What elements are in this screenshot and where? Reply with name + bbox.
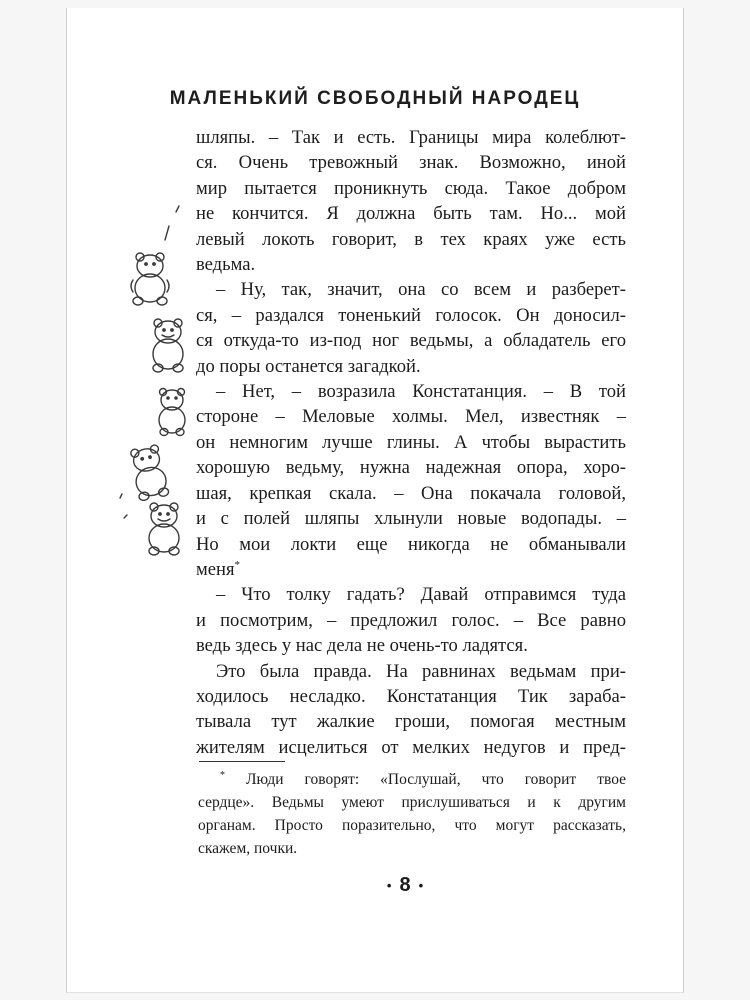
text-line (196, 404, 626, 429)
text-line (196, 379, 626, 404)
text-line-content: стороне – Меловые холмы. Мел, известняк – (196, 406, 626, 428)
text-line-content: – Нет, – возразила Констатанция. – В той (216, 381, 626, 403)
text-line (196, 633, 626, 658)
text-line-content: левый локоть говорит, в тех краях уже есть (196, 228, 626, 250)
text-line (196, 150, 626, 175)
text-line-content: шляпы. – Так и есть. Границы мира колеблют- (196, 127, 626, 148)
footnote-line (198, 837, 626, 860)
footnote-line-content: органам. Просто поразительно, что могут рассказать, (198, 817, 626, 834)
text-line-content: меня (196, 558, 235, 580)
text-line (196, 176, 626, 201)
footnote-line-content: скажем, почки. (198, 840, 298, 857)
text-line-content: тывала тут жалкие гроши, помогая местным (196, 711, 626, 733)
text-line-content: он немногим лучше глины. А чтобы вырастить (196, 431, 626, 453)
text-line-content: ся, – раздался тоненький голосок. Он доносил- (196, 304, 626, 326)
running-head: МАЛЕНЬКИЙ СВОБОДНЫЙ НАРОДЕЦ (169, 88, 581, 109)
page-number (0, 874, 750, 897)
text-line (196, 709, 626, 734)
text-line (196, 735, 626, 760)
text-line (196, 227, 626, 252)
text-line-content: хорошую ведьму, нужна надежная опора, хоро- (196, 457, 626, 479)
text-line (196, 481, 626, 506)
text-line-content: ся откуда-то из-под ног ведьмы, а обладатель его (196, 330, 626, 352)
text-line (196, 659, 626, 684)
text-line-content: Это была правда. На равнинах ведьмам при- (216, 660, 626, 682)
text-line (196, 125, 626, 150)
text-line (196, 582, 626, 607)
footnote-line-content: сердце». Ведьмы умеют прислушиваться и к другим (198, 794, 626, 811)
text-line-content: ведь здесь у нас дела не очень-то ладятся. (196, 635, 528, 657)
text-line (196, 608, 626, 633)
text-line-content: и с полей шляпы хлынули новые водопады. – (196, 508, 626, 530)
text-line (196, 277, 626, 302)
text-line-content: Но мои локти еще никогда не обманывали (196, 533, 626, 555)
footnote-line (198, 814, 626, 837)
footnote-line (198, 791, 626, 814)
footnote (198, 768, 626, 860)
text-line (196, 506, 626, 531)
text-line-content: ходилось несладко. Констатанция Тик зараба- (196, 685, 626, 707)
text-line-content: мир пытается проникнуть сюда. Такое добром (196, 177, 626, 199)
text-line-content: шая, крепкая скала. – Она покачала головой, (196, 482, 626, 504)
text-line (196, 455, 626, 480)
text-line-content: – Что толку гадать? Давай отправимся туда (216, 584, 626, 606)
text-line (196, 557, 626, 582)
text-line (196, 328, 626, 353)
text-line-content: жителям исцелиться от мелких недугов и пред- (196, 736, 626, 758)
text-line-content: – Ну, так, значит, она со всем и разберет- (216, 279, 626, 301)
text-line-content: до поры останется загадкой. (196, 355, 421, 377)
text-line-content: и посмотрим, – предложил голос. – Все равно (196, 609, 626, 631)
text-line (196, 201, 626, 226)
text-line-content: не кончится. Я должна быть там. Но... мой (196, 203, 626, 225)
text-line (196, 430, 626, 455)
text-line (196, 252, 626, 277)
footnote-star: * (220, 769, 225, 781)
text-line (196, 303, 626, 328)
text-line (196, 684, 626, 709)
folio-dot-right: • (418, 878, 424, 894)
footnote-rule (199, 761, 285, 762)
folio-dot-left: • (386, 878, 392, 894)
text-line (196, 354, 626, 379)
text-line-content: ся. Очень тревожный знак. Возможно, иной (196, 152, 626, 174)
body-text (196, 125, 626, 760)
footnote-line-content: Люди говорят: «Послушай, что говорит твое (246, 771, 627, 788)
text-line-content: ведьма. (196, 254, 256, 276)
footnote-mark: * (234, 558, 241, 571)
footnote-line (198, 768, 626, 791)
text-line (196, 532, 626, 557)
page-number-value: 8 (399, 874, 411, 896)
gummy-bears-sketch-icon (110, 200, 190, 570)
